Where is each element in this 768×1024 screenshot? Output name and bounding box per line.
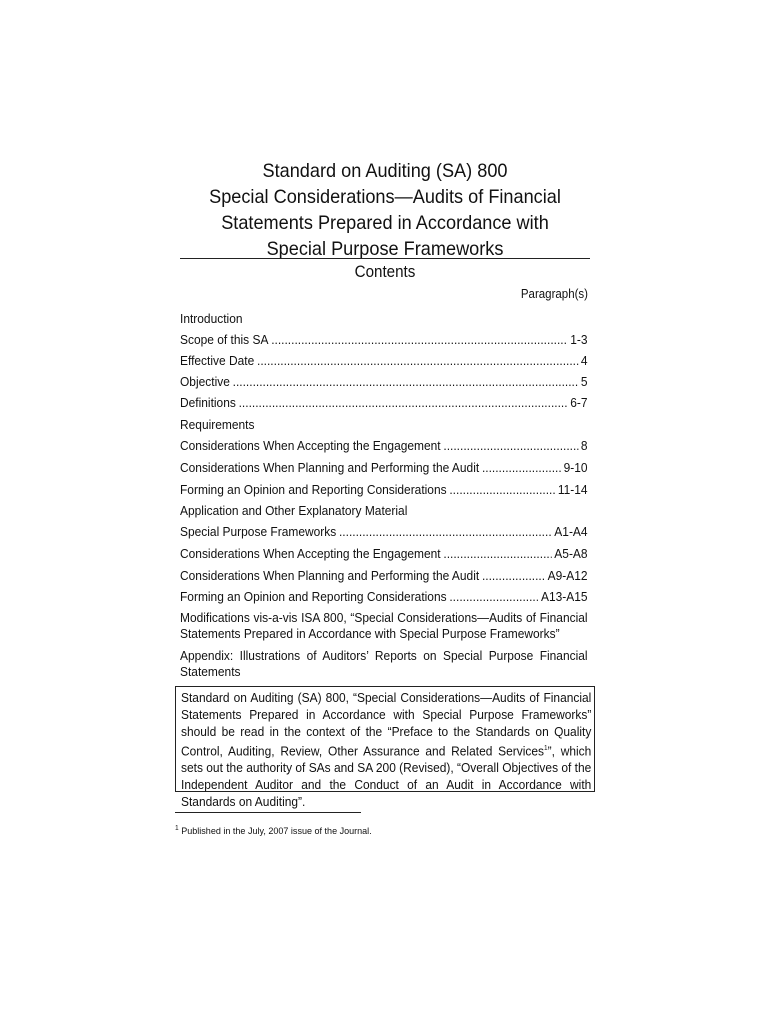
footnote-marker: 1 <box>175 825 179 832</box>
title-line-3: Statements Prepared in Accordance with <box>221 212 549 234</box>
footnote-text: Published in the July, 2007 issue of the Journal. <box>178 826 372 838</box>
toc-section-introduction <box>180 311 588 327</box>
section-heading: Introduction <box>180 311 243 326</box>
toc-entry-paragraph: A13-A15 <box>541 589 588 604</box>
toc-entry-paragraph: 5 <box>580 374 588 389</box>
toc-entry-paragraph: 11-14 <box>557 482 588 497</box>
leader-dots <box>233 374 579 390</box>
toc-entry-app-accepting[interactable] <box>180 546 588 562</box>
toc-entry-req-forming[interactable] <box>180 482 588 498</box>
note-text-part-1: Standard on Auditing (SA) 800, “Special Considerations—Audits of Financial Statements Prepared in Accordance with Special Purpose Frameworks” should be read in the context of the “Preface to the Standards on Quality Control, Auditing, Review, Other Assurance and Related Services <box>181 690 592 759</box>
leader-dots <box>449 589 538 605</box>
toc-entry-paragraph: A1-A4 <box>554 524 588 539</box>
preface-note-text <box>181 689 591 810</box>
toc-entry-modifications[interactable]: Modifications vis-a-vis ISA 800, “Special Considerations—Audits of Financial Statements Prepared in Accordance with Special Purpose Frameworks” <box>180 610 588 641</box>
section-heading: Application and Other Explanatory Material <box>180 503 408 518</box>
toc-entry-label: Considerations When Planning and Performing the Audit <box>180 568 480 583</box>
toc-entry-label: Considerations When Accepting the Engagement <box>180 438 441 453</box>
toc-entry-label: Scope of this SA <box>180 332 269 347</box>
toc-entry-label: Forming an Opinion and Reporting Considerations <box>180 589 447 604</box>
toc-entry-app-planning[interactable] <box>180 568 588 584</box>
toc-entry-definitions[interactable] <box>180 395 588 411</box>
toc-entry-paragraph: A5-A8 <box>554 546 588 561</box>
note-text-part-2: ”, which sets out the authority of SAs and SA 200 (Revised), “Overall Objectives of the Independent Auditor and the Conduct of an Audit in Accordance with Standards on Auditing”. <box>181 743 592 810</box>
leader-dots <box>339 524 552 540</box>
toc-entry-objective[interactable] <box>180 374 588 390</box>
leader-dots <box>443 546 551 562</box>
toc-entry-label: Considerations When Accepting the Engagement <box>180 546 441 561</box>
toc-entry-paragraph: 4 <box>580 353 588 368</box>
document-title <box>194 158 575 262</box>
toc-entry-label: Objective <box>180 374 230 389</box>
contents-heading: Contents <box>354 263 416 281</box>
leader-dots <box>449 482 555 498</box>
leader-dots <box>257 353 578 369</box>
leader-dots <box>482 460 561 476</box>
title-line-4: Special Purpose Frameworks <box>266 238 504 260</box>
toc-entry-label: Special Purpose Frameworks <box>180 524 337 539</box>
toc-entry-effective-date[interactable] <box>180 353 588 369</box>
paragraph-column-heading: Paragraph(s) <box>520 287 588 301</box>
toc-entry-paragraph: 9-10 <box>563 460 588 475</box>
toc-entry-label: Definitions <box>180 395 236 410</box>
title-line-1: Standard on Auditing (SA) 800 <box>262 160 508 182</box>
toc-entry-app-forming[interactable] <box>180 589 588 605</box>
leader-dots <box>482 568 545 584</box>
leader-dots <box>443 438 578 454</box>
toc-entry-req-planning[interactable] <box>180 460 588 476</box>
toc-entry-req-accepting[interactable] <box>180 438 588 454</box>
toc-entry-paragraph: 8 <box>580 438 588 453</box>
footnote-reference[interactable]: 1 <box>544 745 548 752</box>
toc-entry-appendix[interactable]: Appendix: Illustrations of Auditors’ Reports on Special Purpose Financial Statements <box>180 648 588 679</box>
footnote-separator <box>175 812 361 813</box>
toc-entry-app-frameworks[interactable] <box>180 524 588 540</box>
toc-entry-paragraph: A9-A12 <box>547 568 588 583</box>
toc-section-application <box>180 503 588 519</box>
toc-entry-paragraph: 6-7 <box>570 395 588 410</box>
leader-dots <box>271 332 567 348</box>
title-line-2: Special Considerations—Audits of Financial <box>209 186 561 208</box>
title-divider <box>180 258 590 259</box>
toc-entry-scope[interactable] <box>180 332 588 348</box>
toc-entry-label: Forming an Opinion and Reporting Considerations <box>180 482 447 497</box>
toc-entry-label: Considerations When Planning and Performing the Audit <box>180 460 480 475</box>
toc-section-requirements <box>180 417 588 433</box>
toc-entry-paragraph: 1-3 <box>570 332 588 347</box>
section-heading: Requirements <box>180 417 255 432</box>
preface-note-box <box>175 686 595 810</box>
toc-entry-label: Effective Date <box>180 353 255 368</box>
leader-dots <box>239 395 568 411</box>
footnote <box>175 823 372 838</box>
